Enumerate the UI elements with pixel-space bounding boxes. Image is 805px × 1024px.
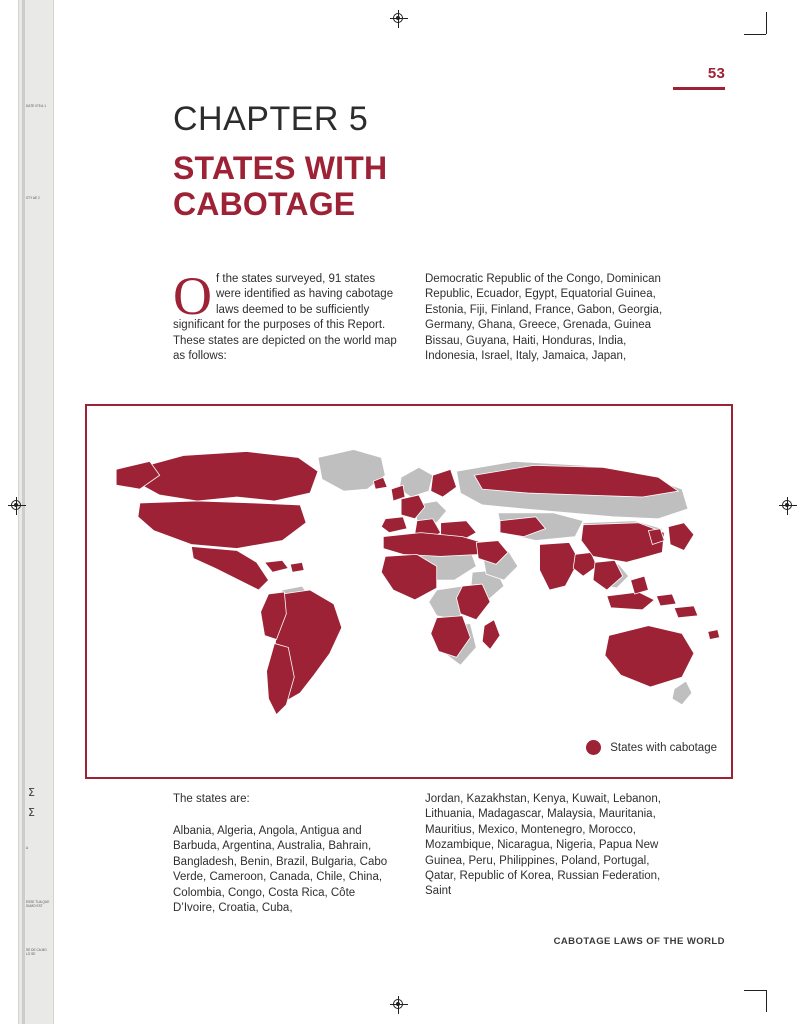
margin-note-top: DATE 075 A.1 [26, 104, 46, 108]
page-content [173, 0, 733, 1024]
chapter-label: CHAPTER 5 [173, 100, 369, 138]
margin-note-mid: STY AE 2 [26, 196, 40, 200]
crop-mark-bottom-right [744, 978, 778, 1012]
registration-mark-right [779, 497, 797, 515]
page-folio [673, 66, 725, 90]
page-title: STATES WITH CABOTAGE [173, 150, 388, 222]
legend-swatch-icon [586, 740, 601, 755]
margin-note-bottom-1: ESSE TUA QUE SUMO EST [26, 900, 50, 908]
intro-column-left [173, 266, 398, 364]
crop-mark-top-right [744, 12, 778, 46]
margin-note-bottom-2: SE DE CA MO LO SE [26, 948, 47, 956]
legend-label: States with cabotage [610, 741, 717, 754]
states-lead-in: The states are: [173, 793, 250, 805]
states-list-left: Albania, Algeria, Angola, Antigua and Barbuda, Argentina, Australia, Bahrain, Bangladesh, Benin, Brazil, Bulgaria, Cabo Verde, Cameroon, Canada, Chile, China, Colombia, Congo, Costa Rica, Côte D’Ivoire, Croatia, Cuba, [173, 825, 388, 915]
margin-note-lower: A [26, 846, 29, 850]
margin-glyph-one: Σ [28, 786, 35, 799]
page-number: 53 [707, 65, 725, 82]
folio-rule [673, 87, 725, 90]
margin-glyph-two: Σ [28, 806, 35, 819]
intro-paragraph-left: f the states surveyed, 91 states were identified as having cabotage laws deemed to be sufficiently significant for the purposes of this Report. These states are depicted on the world map as follows: [173, 273, 397, 363]
world-map [85, 404, 733, 779]
page-footer: CABOTAGE LAWS OF THE WORLD [553, 936, 725, 947]
registration-mark-left [8, 497, 26, 515]
drop-cap: O [173, 266, 212, 326]
map-legend [586, 740, 717, 755]
states-list-right: Jordan, Kazakhstan, Kenya, Kuwait, Lebanon, Lithuania, Madagascar, Malaysia, Mauritania, Mauritius, Mexico, Montenegro, Morocco, Mozambique, Nicaragua, Nigeria, Papua New Guinea, Peru, Philippines, Poland, Portugal, Qatar, Republic of Korea, Russian Federation, Saint [425, 793, 661, 898]
intro-paragraph-right: Democratic Republic of the Congo, Dominican Republic, Ecuador, Egypt, Equatorial Guinea, Estonia, Fiji, Finland, France, Gabon, Georgia, Germany, Ghana, Greece, Grenada, Guinea Bissau, Guyana, Haiti, Honduras, India, Indonesia, Israel, Italy, Jamaica, Japan, [425, 273, 663, 363]
world-map-svg [87, 406, 731, 777]
